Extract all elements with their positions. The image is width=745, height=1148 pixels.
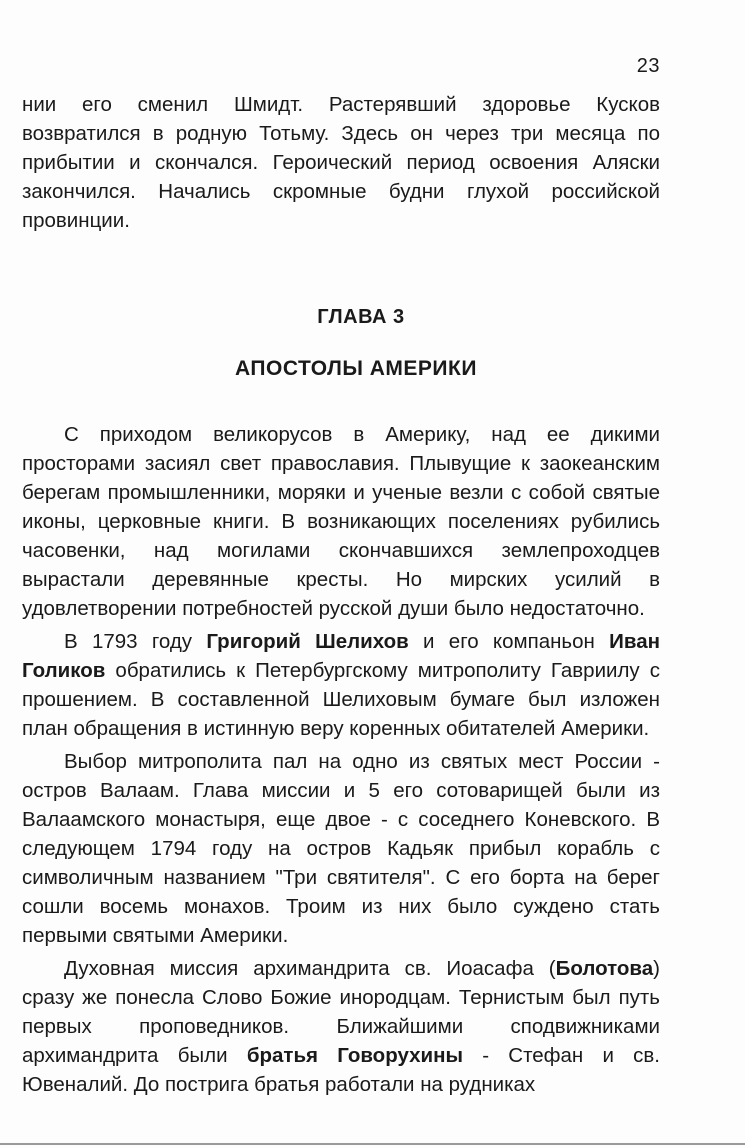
paragraph-4-part-c: ) сразу же понесла Слово Божие инородцам. Тернистым был путь первых проповедников. Ближайшими сподвижниками архимандрита были — [22, 957, 660, 1067]
name-govorukhin-brothers: братья Говорухины — [246, 1044, 464, 1067]
paragraph-2-part-e: обратились к Петербургскому митрополиту Гавриилу с прошением. В составленной Шелиховым бумаге был изложен план обращения в истинную веру коренных обитателей Америки. — [22, 659, 660, 740]
chapter-title: АПОСТОЛЫ АМЕРИКИ — [235, 357, 477, 380]
name-bolotov: Болотова — [555, 957, 654, 980]
intro-paragraph: нии его сменил Шмидт. Растерявший здоровье Кусков возвратился в родную Тотьму. Здесь он через три месяца по прибытии и скончался. Героический период освоения Аляски закончился. Начались скромные будни глухой российской провинции. — [22, 93, 660, 232]
paragraph-3: Выбор митрополита пал на одно из святых мест России - остров Валаам. Глава миссии и 5 его сотоварищей были из Валаамского монастыря, еще двое - с соседнего Коневского. В следующем 1794 году на остров Кадьяк прибыл корабль с символичным названием "Три святителя". С его борта на берег сошли восемь монахов. Троим из них было суждено стать первыми святыми Америки. — [22, 750, 660, 947]
paragraph-2-part-a: В 1793 году — [64, 630, 207, 653]
paragraph-4 — [22, 954, 660, 1099]
page-number: 23 — [636, 55, 660, 77]
page-content — [22, 90, 660, 1103]
paragraph-4-part-e: - Стефан и св. Ювеналий. До пострига братья работали на рудниках — [22, 1044, 660, 1096]
paragraph-2-part-c: и его компаньон — [408, 630, 610, 653]
page-bottom-edge — [0, 1143, 745, 1145]
paragraph-2 — [22, 627, 660, 743]
chapter-number: ГЛАВА 3 — [317, 306, 405, 328]
name-ivan-golikov: Иван Голиков — [22, 630, 660, 682]
paragraph-4-part-a: Духовная миссия архимандрита св. Иоасафа ( — [64, 957, 556, 980]
name-grigory-shelikhov: Григорий Шелихов — [206, 630, 409, 653]
paragraph-1: С приходом великорусов в Америку, над ее дикими просторами засиял свет православия. Плывущие к заокеанским берегам промышленники, моряки и ученые везли с собой святые иконы, церковные книги. В возникающих поселениях рубились часовенки, над могилами скончавшихся землепроходцев вырастали деревянные кресты. Но мирских усилий в удовлетворении потребностей русской души было недостаточно. — [22, 423, 660, 620]
